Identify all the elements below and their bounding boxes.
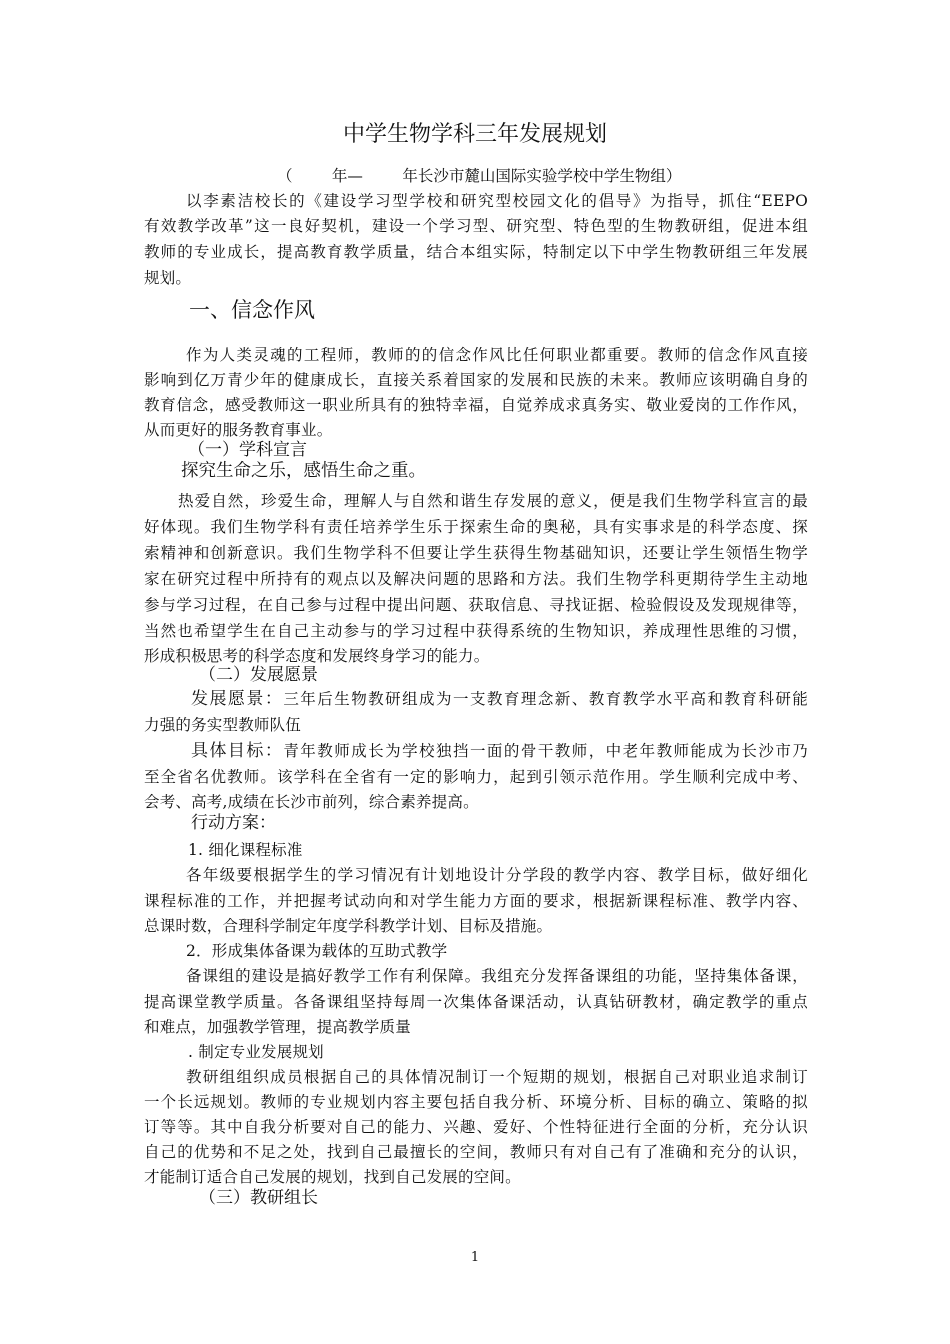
paragraph-line: 当然也希望学生在自己主动参与的学习过程中获得系统的生物知识，养成理性思维的习惯， — [144, 622, 808, 640]
intro-line: 教师的专业成长，提高教育教学质量，结合本组实际，特制定以下中学生物教研组三年发展 — [144, 243, 808, 261]
document-subtitle: （ 年— 年长沙市麓山国际实验学校中学生物组） — [277, 167, 682, 185]
paragraph-line: 从而更好的服务教育事业。 — [144, 421, 333, 439]
paragraph-line: 各年级要根据学生的学习情况有计划地设计分学段的教学内容、教学目标，做好细化 — [186, 866, 808, 884]
paragraph-line: 一个长远规划。教师的专业规划内容主要包括自我分析、环境分析、目标的确立、策略的拟 — [144, 1093, 808, 1111]
paragraph-line: 总课时数，合理科学制定年度学科教学计划、目标及措施。 — [144, 917, 553, 935]
page-number: 1 — [470, 1250, 480, 1265]
paragraph-line: 自己的优势和不足之处，找到自己最擅长的空间，教师只有对自己有了准确和充分的认识， — [144, 1143, 808, 1161]
paragraph-line: 教研组组织成员根据自己的具体情况制订一个短期的规划，根据自己对职业追求制订 — [186, 1068, 808, 1086]
section-heading: 一、信念作风 — [189, 298, 315, 322]
goal-line: 至全省名优教师。该学科在全省有一定的影响力，起到引领示范作用。学生顺利完成中考、 — [144, 768, 808, 786]
goal-label: 具体目标： — [191, 741, 284, 761]
document-title: 中学生物学科三年发展规划 — [342, 122, 607, 147]
paragraph-line: 好体现。我们生物学科有责任培养学生乐于探索生命的奥秘，具有实事求是的科学态度、探 — [144, 518, 808, 536]
motto: 探究生命之乐，感悟生命之重。 — [181, 461, 426, 481]
paragraph-line: 课程标准的工作，并把握考试动向和对学生能力方面的要求，根据新课程标准、教学内容、 — [144, 892, 808, 910]
paragraph-line: 形成积极思考的科学态度和发展终身学习的能力。 — [144, 647, 490, 665]
paragraph-line: 和难点，加强教学管理，提高教学质量 — [144, 1018, 411, 1036]
vision-text: 三年后生物教研组成为一支教育理念新、教育教学水平高和教育科研能 — [283, 690, 808, 708]
paragraph-line: 作为人类灵魂的工程师，教师的的信念作风比任何职业都重要。教师的信念作风直接 — [186, 346, 808, 364]
subsection-heading: （二）发展愿景 — [199, 665, 318, 685]
goal-line: 会考、高考,成绩在长沙市前列，综合素养提高。 — [144, 793, 479, 811]
paragraph-line: 提高课堂教学质量。各备课组坚持每周一次集体备课活动，认真钻研教材，确定教学的重点 — [144, 993, 808, 1011]
paragraph-line: 教育信念，感受教师这一职业所具有的独特幸福，自觉养成求真务实、敬业爱岗的工作作风， — [144, 396, 808, 414]
vision-label: 发展愿景： — [191, 689, 284, 709]
goal-text: 青年教师成长为学校独挡一面的骨干教师，中老年教师能成为长沙市乃 — [283, 742, 808, 760]
subsection-heading: （三）教研组长 — [199, 1188, 318, 1208]
goal-line — [191, 741, 808, 761]
paragraph-line: 家在研究过程中所持有的观点以及解决问题的思路和方法。我们生物学科更期待学生主动地 — [144, 570, 808, 588]
intro-line: 以李素洁校长的《建设学习型学校和研究型校园文化的倡导》为指导，抓住“EEPO — [186, 192, 808, 210]
paragraph-line: 备课组的建设是搞好教学工作有利保障。我组充分发挥备课组的功能，坚持集体备课， — [186, 967, 808, 985]
paragraph-line: 影响到亿万青少年的健康成长，直接关系着国家的发展和民族的未来。教师应该明确自身的 — [144, 371, 808, 389]
vision-line: 力强的务实型教师队伍 — [144, 716, 302, 734]
intro-line: 规划。 — [144, 269, 192, 287]
action-label: 行动方案： — [191, 813, 276, 833]
paragraph-line: 热爱自然，珍爱生命，理解人与自然和谐生存发展的意义，便是我们生物学科宣言的最 — [178, 492, 808, 510]
item-title: 1. 细化课程标准 — [188, 841, 303, 859]
subsection-heading: （一）学科宣言 — [188, 440, 307, 460]
paragraph-line: 参与学习过程，在自己参与过程中提出问题、获取信息、寻找证据、检验假设及发现规律等， — [144, 596, 808, 614]
vision-line — [191, 689, 808, 709]
paragraph-line: 才能制订适合自己发展的规划，找到自己发展的空间。 — [144, 1168, 521, 1186]
paragraph-line: 索精神和创新意识。我们生物学科不但要让学生获得生物基础知识，还要让学生领悟生物学 — [144, 544, 808, 562]
item-title: 2．形成集体备课为载体的互助式教学 — [186, 942, 448, 960]
intro-line: 有效教学改革”这一良好契机，建设一个学习型、研究型、特色型的生物教研组，促进本组 — [144, 217, 808, 235]
item-title: . 制定专业发展规划 — [188, 1043, 324, 1061]
paragraph-line: 订等等。其中自我分析要对自己的能力、兴趣、爱好、个性特征进行全面的分析，充分认识 — [144, 1118, 808, 1136]
